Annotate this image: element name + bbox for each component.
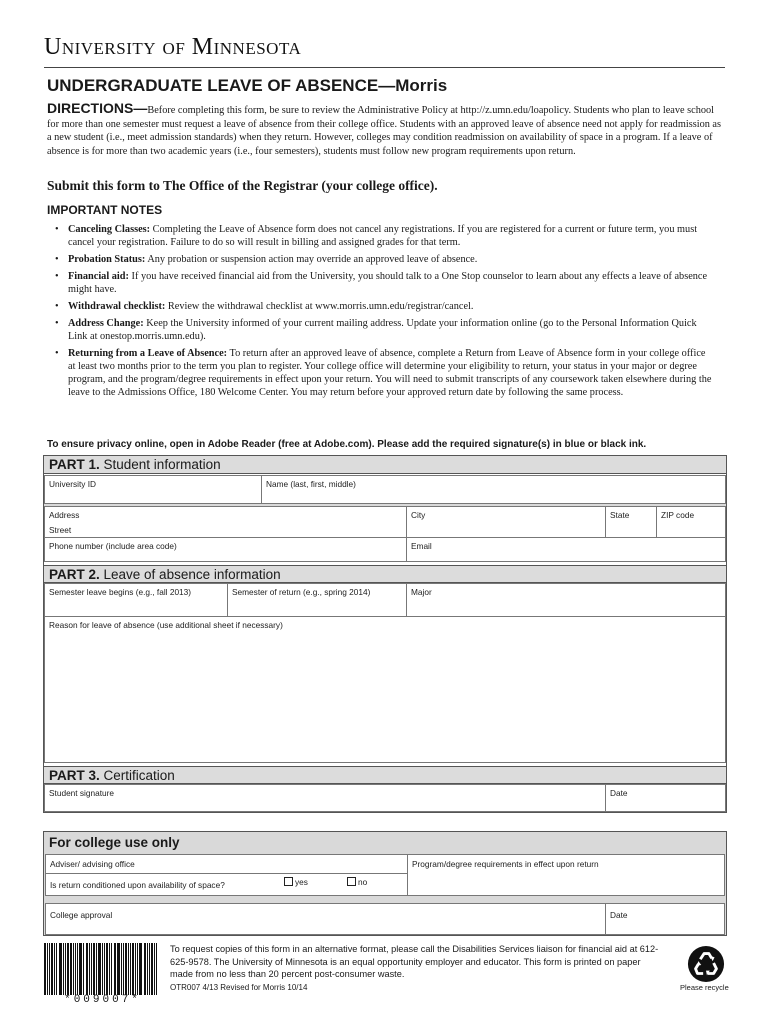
barcode-bar: [65, 943, 66, 995]
no-checkbox[interactable]: [347, 877, 356, 886]
note-text: To return after an approved leave of absence, complete a Return from Leave of Absence form in your college office at least two months prior to the term you plan to register. Your college office will determine your eligibility to return, your status in your major or degree program, and the program/degree requirements in effect upon your return. You will need to submit transcripts of any coursework taken elsewhere during the leave to the Admissions Office, 180 Welcome Center. You may return before your approved return date by following the same process.: [68, 348, 712, 398]
note-item: [55, 317, 715, 343]
note-label: Financial aid:: [68, 271, 129, 282]
barcode-bar: [67, 943, 69, 995]
barcode-bar: [130, 943, 131, 995]
form-id: OTR007 4/13 Revised for Morris 10/14: [170, 983, 308, 992]
barcode-bar: [75, 943, 76, 995]
zip-field[interactable]: ZIP code: [656, 506, 726, 538]
note-text: Any probation or suspension action may override an approved leave of absence.: [145, 254, 478, 265]
barcode-bar: [49, 943, 50, 995]
reason-field[interactable]: Reason for leave of absence (use additional sheet if necessary): [44, 616, 726, 763]
barcode-bar: [149, 943, 150, 995]
header-rule: [44, 67, 725, 68]
barcode-bar: [96, 943, 97, 995]
part3-number: PART 3.: [49, 768, 100, 783]
note-label: Withdrawal checklist:: [68, 301, 166, 312]
semester-begin-field[interactable]: Semester leave begins (e.g., fall 2013): [44, 583, 228, 617]
name-field[interactable]: Name (last, first, middle): [261, 475, 726, 504]
footer-notice: To request copies of this form in an alternative format, please call the Disabilities Services liaison for financial aid at 612-625-9578. The University of Minnesota is an equal opportunity employer and educator. This form is printed on paper made from no less than 20 percent post-consumer waste.: [170, 944, 659, 979]
no-option[interactable]: [347, 877, 367, 887]
barcode-bar: [70, 943, 72, 995]
barcode-bar: [156, 943, 157, 995]
note-label: Address Change:: [68, 318, 144, 329]
yes-label: yes: [295, 877, 308, 887]
important-notes-list: [55, 223, 715, 403]
recycle-icon: [687, 945, 725, 983]
barcode-bar: [89, 943, 90, 995]
barcode-bar: [54, 943, 55, 995]
barcode-bar: [121, 943, 122, 995]
note-label: Canceling Classes:: [68, 224, 151, 235]
barcode-bar: [44, 943, 46, 995]
barcode-bar: [83, 943, 84, 995]
part2-number: PART 2.: [49, 567, 100, 582]
yes-option[interactable]: [284, 877, 308, 887]
barcode-bar: [51, 943, 53, 995]
program-requirements-field[interactable]: Program/degree requirements in effect upon return: [407, 854, 725, 896]
state-field[interactable]: State: [605, 506, 657, 538]
barcode-number: *009007*: [64, 994, 141, 1006]
semester-return-field[interactable]: Semester of return (e.g., spring 2014): [227, 583, 407, 617]
barcode-bar: [56, 943, 57, 995]
barcode-bar: [109, 943, 110, 995]
barcode-bar: [47, 943, 48, 995]
conditioned-question: Is return conditioned upon availability of space?: [50, 880, 225, 890]
part2-heading: [44, 565, 726, 583]
barcode-bar: [106, 943, 108, 995]
directions-paragraph: [47, 102, 727, 159]
note-label: Probation Status:: [68, 254, 146, 265]
barcode-bar: [86, 943, 88, 995]
college-approval-field[interactable]: College approval: [45, 903, 606, 935]
student-signature-field[interactable]: Student signature: [44, 784, 606, 812]
note-text: Keep the University informed of your current mailing address. Update your information online (go to the Personal Information Quick Link at onestop.morris.umn.edu).: [68, 318, 697, 342]
barcode-bar: [151, 943, 153, 995]
signature-date-field[interactable]: Date: [605, 784, 726, 812]
important-notes-heading: IMPORTANT NOTES: [47, 203, 163, 217]
university-logo: University of Minnesota: [44, 34, 302, 60]
barcode-bar: [125, 943, 127, 995]
part3-heading: [44, 766, 726, 784]
city-field[interactable]: City: [406, 506, 606, 538]
college-use-heading: For college use only: [49, 835, 180, 850]
conditioned-row: [45, 873, 408, 896]
barcode-bar: [135, 943, 136, 995]
barcode-bar: [91, 943, 92, 995]
part1-number: PART 1.: [49, 457, 100, 472]
note-text: Completing the Leave of Absence form does not cancel any registrations. If you are registered for a current or future term, you must cancel your registration. Failure to do so will result in billing and assigned grades for that term.: [68, 224, 698, 248]
barcode-bar: [102, 943, 103, 995]
barcode-bar: [137, 943, 138, 995]
approval-date-field[interactable]: Date: [605, 903, 725, 935]
barcode-bar: [63, 943, 64, 995]
recycle-label: Please recycle: [680, 983, 729, 992]
part1-heading: [44, 456, 726, 474]
address-field[interactable]: [44, 506, 407, 538]
barcode-bar: [93, 943, 95, 995]
form-title: UNDERGRADUATE LEAVE OF ABSENCE—Morris: [47, 76, 448, 95]
note-item: [55, 347, 715, 399]
note-text: If you have received financial aid from the University, you should talk to a One Stop counselor to learn about any effects a leave of absence might have.: [68, 271, 708, 295]
email-field[interactable]: Email: [406, 537, 726, 562]
note-label: Returning from a Leave of Absence:: [68, 348, 228, 359]
barcode-bar: [117, 943, 120, 995]
part1-title: Student information: [99, 457, 221, 472]
yes-checkbox[interactable]: [284, 877, 293, 886]
barcode-bar: [98, 943, 101, 995]
note-item: [55, 253, 715, 266]
privacy-instruction: To ensure privacy online, open in Adobe Reader (free at Adobe.com). Please add the required signature(s) in blue or black ink.: [47, 439, 647, 450]
barcode-bar: [128, 943, 129, 995]
barcode-bar: [144, 943, 146, 995]
barcode-bar: [154, 943, 155, 995]
note-item: [55, 223, 715, 249]
barcode-bar: [123, 943, 124, 995]
barcode-bar: [104, 943, 105, 995]
note-item: [55, 270, 715, 296]
barcode: [44, 943, 161, 995]
street-label: Street: [49, 525, 72, 535]
barcode-bar: [79, 943, 82, 995]
part3-title: Certification: [99, 768, 175, 783]
note-text: Review the withdrawal checklist at www.morris.umn.edu/registrar/cancel.: [165, 301, 474, 312]
barcode-bar: [114, 943, 116, 995]
phone-field[interactable]: Phone number (include area code): [44, 537, 407, 562]
address-label: Address: [49, 510, 80, 520]
directions-heading: DIRECTIONS—: [47, 100, 148, 116]
directions-text: Before completing this form, be sure to review the Administrative Policy at http://z.umn.edu/loapolicy. Students who plan to leave school for more than one semester must request a leave of absence from their college office. Students with an approved leave of absence need not apply for readmission as a new student (i.e., meet admission standards) when they return. However, colleges may condition readmission on availability of space in a program. If a leave of absence is for more than two academic years (i.e., four semesters), students must follow new program requirements upon return.: [47, 105, 722, 158]
barcode-bar: [77, 943, 78, 995]
barcode-bar: [111, 943, 112, 995]
major-field[interactable]: Major: [406, 583, 726, 617]
barcode-bar: [139, 943, 142, 995]
barcode-bar: [59, 943, 62, 995]
barcode-bar: [147, 943, 148, 995]
adviser-field[interactable]: Adviser/ advising office: [45, 854, 408, 874]
university-id-field[interactable]: University ID: [44, 475, 262, 504]
no-label: no: [358, 877, 368, 887]
note-item: [55, 300, 715, 313]
part2-title: Leave of absence information: [99, 567, 281, 582]
submit-instruction: Submit this form to The Office of the Registrar (your college office).: [47, 178, 438, 193]
barcode-bar: [132, 943, 134, 995]
barcode-bar: [73, 943, 74, 995]
